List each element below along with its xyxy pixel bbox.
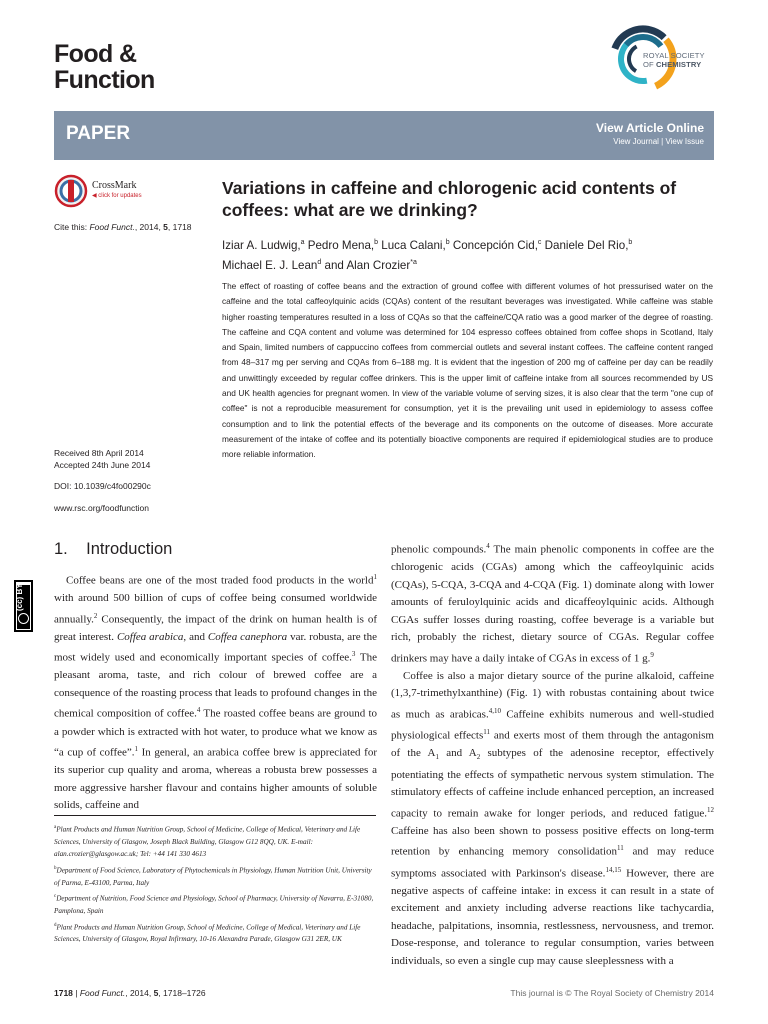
article-title: Variations in caffeine and chlorogenic acid contents of coffees: what are we drinking? — [222, 178, 677, 220]
page-number: 1718 — [54, 988, 73, 998]
footer-volume: 5 — [153, 988, 159, 998]
journal-website-link[interactable]: www.rsc.org/foodfunction — [54, 503, 149, 513]
abstract: The effect of roasting of coffee beans and the extraction of ground coffee with different volumes of hot pressurised water on the caffeine and the total caffeoylquinic acids (CQAs) content of the resultant beverages was investigated. While caffeine was stable higher roasting temperatures resulted in a loss of CQAs so that the caffeine/CQA ratio was a good marker of the degree of roasting. The caffeine and CQA content and volume was determined for 104 espresso coffees obtained from coffee shops in Scotland, Italy and Spain, limited numbers of cappuccino coffees from commercial outlets and several instant coffees. The caffeine content ranged from 48–317 mg per serving and CQAs from 6–188 mg. It is evident that the ingestion of 200 mg of caffeine per day can be readily and unwittingly exceeded by regular coffee drinkers. This is the upper limit of caffeine intake from all sources recommended by US and UK health agencies for pregnant women. In view of the variable volume of serving sizes, it is also clear that the term "one cup of coffee" is not a reproducible measurement for consumption, yet it is the prevailing unit used in epidemiology to assess coffee consumption and to link the potential effects of the beverage and its components on the outcome of diseases. More accurate measurement of the intake of coffee and its potentially bioactive components are required if epidemiological studies are to produce more reliable information. — [222, 281, 713, 460]
journal-title-line2: Function — [54, 66, 155, 94]
footer-journal: Food Funct. — [79, 988, 126, 998]
copyright-notice: This journal is © The Royal Society of Chemistry 2014 — [510, 988, 714, 998]
cite-journal: Food Funct. — [89, 222, 135, 232]
author[interactable]: Michael E. J. Lean — [222, 258, 318, 272]
citation-ref[interactable]: 3 — [351, 650, 356, 659]
body-column-left — [54, 569, 377, 815]
affiliation-footnotes — [54, 822, 378, 948]
license-text: (cc) BY — [15, 583, 24, 611]
crossmark-label: CrossMark — [92, 180, 137, 191]
view-links-separator: | — [658, 137, 666, 146]
journal-title-line1: Food & — [54, 40, 137, 68]
author-affiliation: d — [317, 258, 322, 266]
footnote: $^a$Plant Products and Human Nutrition Group, School of Medicine, College of Medical, Veterinary and Life Sciences, University of Glasgow, Joseph Black Building, Glasgow G12 8QQ, UK. E-mail: alan.crozier@glasgow.ac.uk; Tel: +44 141 330 4613 — [54, 825, 361, 859]
rsc-line2-bold: CHEMISTRY — [655, 59, 702, 69]
author[interactable]: Pedro Mena, — [304, 238, 375, 252]
view-article-online-link[interactable]: View Article Online — [595, 121, 704, 135]
cite-volume: 5 — [163, 222, 168, 232]
body-paragraph: Coffee beans are one of the most traded food products in the world$^1$ with around 500 billion of cups of coffee being consumed worldwide annually.$^2$ Consequently, the impact of the drink on human health is of great interest. Coffea arabica, and Coffea canephora var. robusta, are the most widely used and economically important species of coffee.$^3$ The pleasant aroma, taste, and rich colour of brewed coffee are a consequence of the roasting process that leads to profound changes in the chemical composition of coffee.$^4$ The roasted coffee beans are ground to a powder which is extracted with hot water, to produce what we know as “a cup of coffee”.$^1$ In general, an arabica coffee brew is appreciated for its superior cup quality and aroma, whereas a robusta brew possesses a more aggressive harsher flavour and contains higher amounts of soluble solids, caffeine and — [54, 573, 378, 812]
rsc-line2 — [643, 61, 705, 70]
citation-ref[interactable]: 14,15 — [605, 865, 622, 874]
cite-prefix: Cite this: — [54, 222, 88, 232]
journal-title — [54, 41, 155, 93]
citation-line — [54, 222, 192, 232]
section-title: Introduction — [86, 540, 173, 558]
author[interactable]: and Alan Crozier — [321, 258, 411, 272]
view-journal-link[interactable]: View Journal — [613, 137, 659, 146]
crossmark-sub-text: click for updates — [98, 193, 142, 199]
crossmark-button[interactable] — [54, 174, 144, 208]
cite-year: , 2014, — [134, 222, 164, 232]
body-column-right — [391, 538, 714, 970]
citation-ref[interactable]: 4 — [196, 706, 201, 715]
author[interactable]: Iziar A. Ludwig, — [222, 238, 301, 252]
author-affiliation: b — [374, 239, 379, 246]
footnote: $^b$Department of Food Science, Laboratory of Phytochemicals in Physiology, Human Nutrition Unit, University of Parma, E-43100, Parma, Italy — [54, 865, 372, 887]
citation-ref[interactable]: 4,10 — [488, 706, 501, 715]
rsc-logo-text — [643, 52, 705, 69]
page-footer-left — [54, 988, 206, 998]
crossmark-icon — [54, 174, 88, 208]
rsc-line1: ROYAL SOCIETY — [643, 51, 705, 60]
citation-ref[interactable]: 11 — [483, 727, 490, 736]
author[interactable]: Daniele Del Rio, — [541, 238, 629, 252]
article-type-label: PAPER — [66, 123, 131, 144]
cite-page: , 1718 — [167, 222, 192, 232]
footnote: $^c$Department of Nutrition, Food Science and Physiology, School of Pharmacy, University of Navarra, E-31080, Pamplona, Spain — [54, 894, 374, 915]
author[interactable]: Concepción Cid, — [449, 238, 538, 252]
footer-year: , 2014, — [125, 988, 154, 998]
citation-ref[interactable]: 1 — [134, 745, 139, 754]
author-list — [222, 234, 712, 274]
cc-by-license-icon[interactable] — [14, 580, 33, 632]
view-links — [613, 137, 704, 146]
paper-banner — [54, 111, 714, 160]
citation-ref[interactable]: 4 — [486, 542, 490, 550]
citation-ref[interactable]: 2 — [93, 611, 98, 620]
author-affiliation: *a — [410, 258, 417, 266]
citation-ref[interactable]: 1 — [373, 573, 377, 581]
view-issue-link[interactable]: View Issue — [665, 137, 704, 146]
crossmark-sub: ◀ click for updates — [92, 193, 142, 199]
footnote-divider — [54, 815, 376, 816]
section-heading — [54, 540, 172, 559]
author-affiliation: c — [537, 239, 542, 246]
accepted-date: Accepted 24th June 2014 — [54, 460, 151, 470]
author[interactable]: Luca Calani, — [378, 238, 446, 252]
citation-ref[interactable]: 12 — [707, 805, 714, 814]
citation-ref[interactable]: 9 — [650, 650, 654, 659]
doi-link[interactable]: DOI: 10.1039/c4fo00290c — [54, 481, 151, 491]
footer-separator: | — [72, 988, 80, 998]
author-affiliation: b — [628, 239, 633, 246]
rsc-line2-prefix: OF — [643, 59, 654, 69]
author-affiliation: b — [445, 239, 450, 246]
author-affiliation: a — [300, 239, 305, 246]
body-paragraph: phenolic compounds.$^4$ The main phenolic components in coffee are the chlorogenic acids (CGAs) among which the caffeoylquinic acids (CQAs), 5-CQA, 3-CQA and 4-CQA (Fig. 1) dominate along with lower amounts of feruloylquinic acids and dicaffeoylquinic acids. Although CGAs suffer losses during roasting, coffee beverage is a variable but rich, probably the richest, dietary source of CGAs. Regular coffee drinkers may have a daily intake of CGAs in excess of 1 g.$^9$ — [391, 542, 714, 665]
section-number: 1. — [54, 540, 68, 558]
body-paragraph: Coffee is also a major dietary source of the purine alkaloid, caffeine (1,3,7-trimethylxanthine) (Fig. 1) with robustas containing about twice as much as arabicas.$^{4,10}$ Caffeine exhibits numerous and well-studied physiological effects$^{11}$ and exerts most of them through the antagonism of the $A_1$ and $A_2$ subtypes of the adenosine receptor, effectively potentiating the effects of sympathetic nervous system stimulation. The stimulatory effects of caffeine include enhanced perception, an increased capacity to remain awake for longer periods, and reduced fatigue.$^{12}$ Caffeine has also been shown to possess positive effects on long-term retention by enhancing memory consolidation$^{11}$ and may reduce symptoms associated with Parkinson's disease.$^{14,15}$ However, there are negative aspects of caffeine intake: in excess it can result in a state of excitement and anxiety including adverse reactions like tachycardia, headache, palpitations, insomnia, restlessness, nervousness, and tremor. Dose-response, and tolerance to regular consumption, varies between individuals, so even a single cup may cause sleeplessness with a — [391, 669, 715, 967]
received-date: Received 8th April 2014 — [54, 448, 144, 458]
footnote: $^d$Plant Products and Human Nutrition Group, School of Medicine, College of Medical, Veterinary and Life Sciences, University of Glasgow, Royal Infirmary, 10-16 Alexandra Parade, Glasgow G31 2ER, UK — [54, 922, 361, 944]
footer-pages: , 1718–1726 — [158, 988, 206, 998]
citation-ref[interactable]: 11 — [617, 844, 624, 853]
